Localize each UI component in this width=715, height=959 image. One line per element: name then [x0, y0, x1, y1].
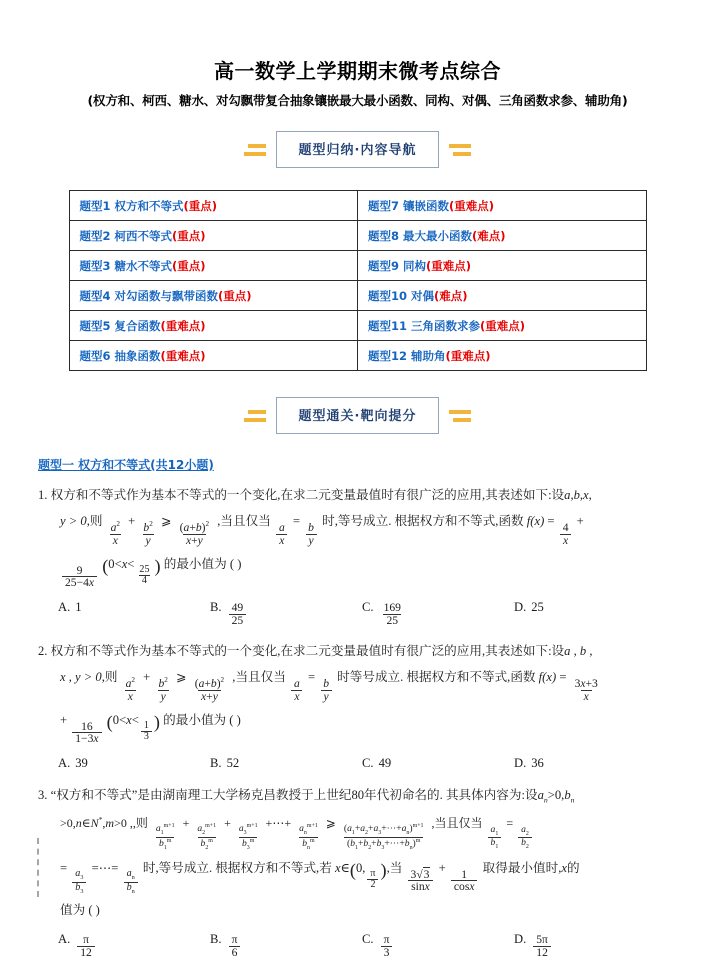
option-a[interactable]: [58, 756, 210, 771]
question-2-number: 2.: [38, 643, 48, 658]
option-b-value: $\frac{\pi}{6}$: [229, 934, 241, 959]
nav-item-9[interactable]: [368, 259, 471, 273]
nav-item-label: 题型2 柯西不等式: [79, 228, 173, 243]
nav-item-tag: (重难点): [426, 258, 472, 273]
nav-cell[interactable]: [358, 251, 647, 281]
practice-banner: [0, 397, 715, 434]
question-2-ineq-note: ,当且仅当: [232, 669, 286, 684]
option-c-label: C.: [362, 756, 374, 771]
nav-cell[interactable]: [358, 281, 647, 311]
question-2-text-c: 时等号成立. 根据权方和不等式,函数: [337, 669, 536, 684]
question-2-text-a: 权方和不等式作为基本不等式的一个变化,在求二元变量最值时有很广泛的应用,其表述如下:设: [50, 643, 565, 658]
math-fraction: $\frac{3x+3}{x}$: [574, 676, 598, 703]
table-row: [69, 281, 646, 311]
page-cut-line: [37, 838, 39, 897]
nav-item-label: 题型4 对勾函数与飘带函数: [79, 288, 219, 303]
question-3-text-e: 取得最小值时,: [482, 860, 562, 875]
nav-item-label: 题型10 对偶: [368, 288, 435, 303]
math-fraction: $\frac{a_1^{m+1}}{b_1^m}$: [155, 823, 175, 851]
option-b-label: B.: [210, 931, 222, 946]
dash-decoration-icon: [244, 410, 266, 422]
nav-item-label: 题型7 镶嵌函数: [368, 198, 450, 213]
math-fraction: $\frac{b^2}{y}$: [143, 520, 153, 547]
math-fraction: $\frac{(a+b)^2}{x+y}$: [179, 520, 210, 547]
nav-item-7[interactable]: [368, 199, 494, 213]
option-b[interactable]: [210, 756, 362, 771]
nav-item-label: 题型11 三角函数求参: [368, 318, 481, 333]
nav-cell[interactable]: [69, 341, 358, 371]
question-1-ineq-note: ,当且仅当: [217, 514, 271, 528]
option-a-value: 1: [75, 600, 82, 615]
option-d-label: D.: [514, 931, 527, 946]
nav-cell[interactable]: [69, 251, 358, 281]
page-title: 高一数学上学期期末微考点综合: [214, 59, 501, 83]
question-1-vars: a,b,x,: [564, 488, 592, 502]
question-1-text-b: ,则: [86, 514, 103, 528]
nav-item-tag: (重难点): [160, 318, 206, 333]
math-fraction: $\frac{b}{y}$: [305, 522, 317, 547]
option-c-value: $\frac{\pi}{3}$: [381, 934, 393, 959]
math-fraction: $\frac{4}{x}$: [560, 522, 572, 547]
table-row: [69, 341, 646, 371]
math-fraction: $\frac{a}{x}$: [276, 522, 288, 547]
nav-cell[interactable]: [358, 191, 647, 221]
nav-cell[interactable]: [69, 311, 358, 341]
navigation-banner: [0, 131, 715, 168]
nav-cell[interactable]: [358, 311, 647, 341]
option-c[interactable]: [362, 932, 514, 959]
question-3-text-a: “权方和不等式”是由湖南理工大学杨克昌教授于上世纪80年代初命名的. 其具体内容为:设: [50, 788, 538, 803]
title-block: [0, 0, 715, 109]
question-3-line-4: [38, 902, 679, 919]
option-c-value: $\frac{169}{25}$: [383, 601, 401, 628]
option-b[interactable]: [210, 600, 362, 627]
page-subtitle: (权方和、柯西、糖水、对勾飘带复合抽象镶嵌最大最小函数、同构、对偶、三角函数求参、辅助角): [87, 93, 628, 108]
question-3-line-1: 3. “权方和不等式”是由湖南理工大学杨克昌教授于上世纪80年代初命名的. 其具体内容为:设$a_n>0,b_n$: [38, 788, 575, 805]
nav-item-5[interactable]: [80, 319, 206, 333]
nav-item-2[interactable]: [80, 229, 206, 243]
option-b-label: B.: [210, 600, 222, 615]
question-1-text-d: 的最小值为 ( ): [163, 556, 242, 571]
option-b[interactable]: [210, 932, 362, 959]
table-row: [69, 251, 646, 281]
nav-cell[interactable]: [358, 221, 647, 251]
math-fraction: $\frac{a_2^{m+1}}{b_2^m}$: [197, 823, 217, 851]
option-a-value: 39: [75, 756, 88, 771]
math-fraction: $\frac{16}{1-3x}$: [72, 721, 101, 746]
question-2-fn-name: f(x): [538, 669, 557, 684]
question-3: [0, 787, 715, 919]
nav-item-tag: (重难点): [449, 198, 495, 213]
question-3-text-f: 的: [566, 860, 580, 875]
question-2-vars: a , b ,: [564, 643, 593, 658]
option-a[interactable]: [58, 600, 210, 627]
question-1-line-2: y > 0,则 $\frac{a^2}{x}$ + $\frac{b^2}{y}$ ⩾ $\frac{(a+b)^2}{x+y}$ ,当且仅当 $\frac{a}{x}$ = $\frac{b}{y}$ 时,等号成立. 根据权方和不等式,函数 f(x) = $\frac{4}{x}$ +: [60, 514, 584, 547]
question-3-text-d: ,当: [386, 860, 403, 875]
math-fraction: $\frac{b}{y}$: [320, 678, 332, 703]
option-a-label: A.: [58, 931, 71, 946]
math-fraction: $\frac{a_n}{b_n}$: [124, 869, 138, 895]
math-fraction: $\frac{(a+b)^2}{x+y}$: [194, 676, 225, 703]
nav-item-tag: (重难点): [160, 348, 206, 363]
question-3-line-3: = $\frac{a_3}{b_3}$ =⋯= $\frac{a_n}{b_n}$ 时,等号成立. 根据权方和不等式,若 x∈(0, $\frac{\pi}{2}$ ),当 $\frac{3√3}{\sin x}$ + $\frac{1}{\cos x}$ 取得最小值时,x的: [60, 859, 580, 895]
question-1-number: 1.: [38, 488, 48, 502]
practice-banner-label: 题型通关·靶向提分: [298, 409, 417, 424]
option-d[interactable]: [514, 756, 666, 771]
question-1-fn-name: f(x): [526, 514, 545, 528]
option-d[interactable]: [514, 932, 666, 959]
nav-item-tag: (难点): [472, 228, 506, 243]
nav-cell[interactable]: [69, 221, 358, 251]
nav-item-4[interactable]: [80, 289, 252, 303]
question-1: [0, 487, 715, 589]
math-fraction: $\frac{1}{3}$: [141, 721, 152, 743]
question-2-line-3: + $\frac{16}{1-3x}$ (0<x< $\frac{1}{3}$ ) 的最小值为 ( ): [60, 711, 241, 746]
option-d-label: D.: [514, 756, 527, 771]
nav-item-tag: (重点): [218, 288, 252, 303]
option-d-label: D.: [514, 600, 527, 615]
question-1-text-c: 时,等号成立. 根据权方和不等式,函数: [322, 514, 524, 528]
nav-item-label: 题型8 最大最小函数: [368, 228, 473, 243]
option-c-label: C.: [362, 600, 374, 615]
nav-item-12[interactable]: [368, 349, 491, 363]
option-d-value: 25: [531, 600, 544, 615]
question-2: [0, 643, 715, 745]
question-2-line-1: [38, 643, 679, 660]
nav-item-tag: (重难点): [445, 348, 491, 363]
nav-item-label: 题型9 同构: [368, 258, 427, 273]
question-3-number: 3.: [38, 788, 48, 803]
question-2-condition: x , y > 0: [60, 669, 102, 684]
option-c-label: C.: [362, 931, 374, 946]
question-1-line-3: $\frac{9}{25-4x}$ (0<x< $\frac{25}{4}$ ) 的最小值为 ( ): [38, 554, 679, 590]
option-d[interactable]: [514, 600, 666, 627]
question-2-text-d: 的最小值为 ( ): [163, 712, 241, 727]
question-3-text-b: ,则: [132, 816, 148, 831]
question-2-options: [0, 756, 715, 771]
math-fraction: $\frac{a^2}{x}$: [110, 520, 120, 547]
option-c[interactable]: [362, 756, 514, 771]
dash-decoration-icon: [449, 410, 471, 422]
question-1-options: [0, 600, 715, 627]
math-fraction: $\frac{9}{25-4x}$: [62, 565, 97, 590]
math-fraction: $\frac{b^2}{y}$: [158, 676, 168, 703]
math-fraction: $\frac{a_2}{b_2}$: [518, 825, 532, 850]
math-fraction: $\frac{3√3}{\sin x}$: [408, 869, 434, 894]
nav-item-11[interactable]: [368, 319, 525, 333]
math-fraction: $\frac{a_n^{m+1}}{b_n^m}$: [299, 823, 318, 851]
question-3-text-g: 值为 ( ): [60, 902, 100, 917]
nav-item-label: 题型6 抽象函数: [79, 348, 161, 363]
nav-item-10[interactable]: [368, 289, 468, 303]
nav-cell[interactable]: [69, 281, 358, 311]
math-fraction: $\frac{(a_1+a_2+a_3+\cdots+a_n)^{m+1}}{(b_1+b_2+b_3+\cdots+b_n)^m}$: [343, 823, 424, 851]
question-3-options: [0, 932, 715, 959]
question-2-text-b: ,则: [101, 669, 118, 684]
option-c[interactable]: [362, 600, 514, 627]
question-3-ineq-note: ,当且仅当: [431, 816, 483, 831]
option-d-value: $\frac{5\pi}{12}$: [533, 934, 551, 959]
question-3-text-c: 时,等号成立. 根据权方和不等式,若: [142, 860, 332, 875]
math-fraction: $\frac{a}{x}$: [291, 678, 303, 703]
navigation-banner-box: [276, 131, 440, 168]
nav-item-tag: (重点): [172, 228, 206, 243]
nav-item-1[interactable]: [80, 199, 218, 213]
math-fraction: $\frac{a_3}{b_3}$: [72, 869, 86, 895]
nav-cell[interactable]: [69, 191, 358, 221]
question-1-condition: y > 0: [60, 514, 87, 528]
question-3-line-2: >0,n∈N*,m>0 ,,则 $\frac{a_1^{m+1}}{b_1^m}$ + $\frac{a_2^{m+1}}{b_2^m}$ + $\frac{a_3^{m+1}}{b_3^m}$ +⋯+ $\frac{a_n^{m+1}}{b_n^m}$ ⩾ $\frac{(a_1+a_2+a_3+\cdots+a_n)^{m+1}}{(b_1+b_2+b_3+\cdots+b_n)^m}$ ,当且仅当 $\frac{a_1}{b_1}$ = $\frac{a_2}{b_2}$: [38, 815, 679, 850]
nav-item-tag: (难点): [434, 288, 468, 303]
option-a-label: A.: [58, 756, 71, 771]
nav-cell[interactable]: [358, 341, 647, 371]
math-fraction: $\frac{25}{4}$: [139, 564, 150, 587]
option-a-value: $\frac{\pi}{12}$: [77, 934, 95, 959]
question-type-nav-table: [69, 190, 647, 371]
option-d-value: 36: [531, 756, 544, 771]
nav-item-tag: (重难点): [480, 318, 526, 333]
option-b-label: B.: [210, 756, 222, 771]
option-b-value: 52: [226, 756, 240, 771]
navigation-banner-label: 题型归纳·内容导航: [298, 143, 417, 158]
table-row: [69, 311, 646, 341]
nav-item-label: 题型5 复合函数: [79, 318, 161, 333]
dash-decoration-icon: [244, 144, 266, 156]
option-a[interactable]: [58, 932, 210, 959]
option-b-value: $\frac{49}{25}$: [229, 602, 247, 627]
option-a-label: A.: [58, 600, 71, 615]
practice-banner-box: [276, 397, 440, 434]
section-heading-wrap: [0, 434, 715, 474]
dash-decoration-icon: [449, 144, 471, 156]
nav-item-label: 题型3 糖水不等式: [79, 258, 173, 273]
nav-item-label: 题型1 权方和不等式: [79, 198, 184, 213]
nav-item-label: 题型12 辅助角: [368, 348, 446, 363]
nav-item-tag: (重点): [172, 258, 206, 273]
math-fraction: $\frac{a^2}{x}$: [125, 676, 136, 703]
table-row: [69, 191, 646, 221]
question-1-line-1: [38, 487, 679, 504]
nav-item-tag: (重点): [183, 198, 218, 213]
section-heading: 题型一 权方和不等式(共12小题): [38, 458, 214, 472]
math-fraction: $\frac{\pi}{2}$: [367, 869, 378, 891]
question-2-line-2: x , y > 0,则 $\frac{a^2}{x}$ + $\frac{b^2}{y}$ ⩾ $\frac{(a+b)^2}{x+y}$ ,当且仅当 $\frac{a}{x}$ = $\frac{b}{y}$ 时等号成立. 根据权方和不等式,函数 f(x) = $\frac{3x+3}{x}$: [38, 669, 679, 703]
table-row: [69, 221, 646, 251]
nav-item-6[interactable]: [80, 349, 206, 363]
nav-item-3[interactable]: [80, 259, 206, 273]
math-fraction: $\frac{1}{\cos x}$: [451, 869, 478, 894]
question-1-text-a: 权方和不等式作为基本不等式的一个变化,在求二元变量最值时有很广泛的应用,其表述如下:设: [50, 488, 565, 502]
math-fraction: $\frac{a_1}{b_1}$: [488, 825, 502, 850]
nav-item-8[interactable]: [368, 229, 506, 243]
math-fraction: $\frac{a_3^{m+1}}{b_3^m}$: [238, 823, 258, 851]
option-c-value: 49: [378, 756, 392, 771]
